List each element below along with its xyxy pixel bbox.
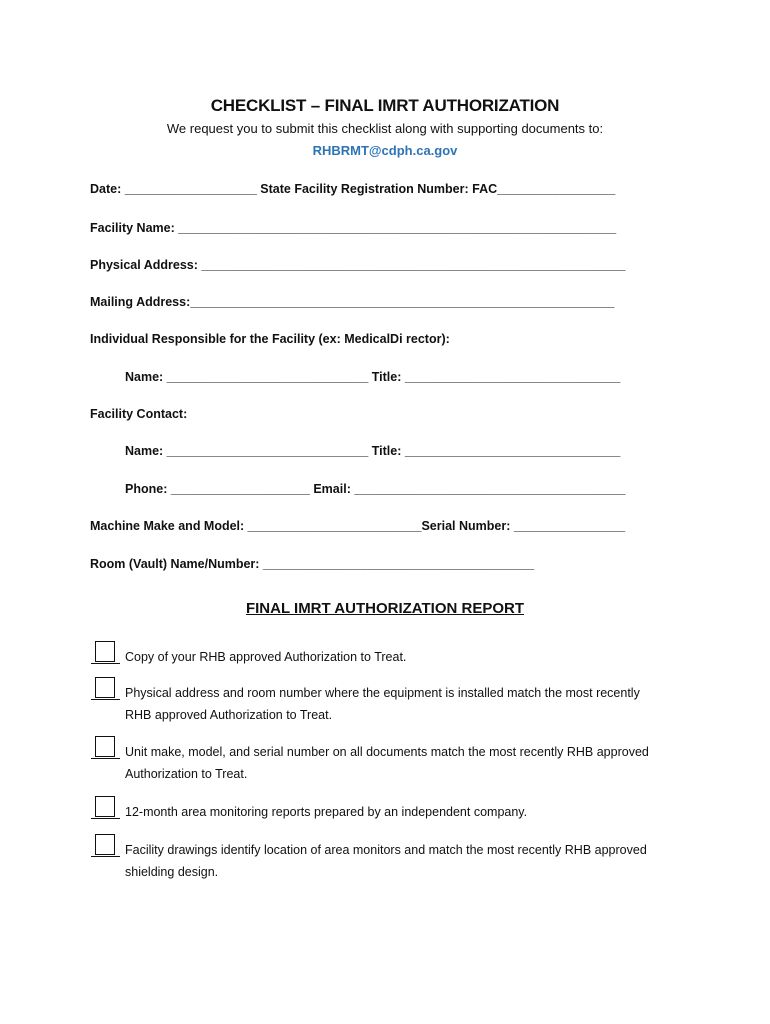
checkbox-1[interactable] [95, 641, 115, 662]
document-title: CHECKLIST – FINAL IMRT AUTHORIZATION [210, 96, 560, 115]
contact-name-title-field[interactable]: Name: _____________________________ Title: _______________________________ [125, 444, 621, 458]
submission-email-link[interactable]: RHBRMT@cdph.ca.gov [312, 143, 458, 158]
report-heading: FINAL IMRT AUTHORIZATION REPORT [245, 600, 525, 617]
checkbox-underline [91, 758, 120, 759]
checklist-item-1: Copy of your RHB approved Authorization to Treat. [125, 650, 407, 664]
physical-address-field[interactable]: Physical Address: _____________________________________________________________ [90, 258, 626, 272]
mailing-address-field[interactable]: Mailing Address:_____________________________________________________________ [90, 295, 615, 309]
checkbox-3[interactable] [95, 736, 115, 757]
checkbox-underline [91, 663, 120, 664]
checkbox-underline [91, 818, 120, 819]
facility-contact-label: Facility Contact: [90, 407, 188, 421]
machine-serial-field[interactable]: Machine Make and Model: _________________________Serial Number: ________________ [90, 519, 626, 533]
checkbox-underline [91, 699, 120, 700]
document-subtitle: We request you to submit this checklist along with supporting documents to: [166, 121, 604, 136]
contact-phone-email-field[interactable]: Phone: ____________________ Email: _______________________________________ [125, 482, 626, 496]
checkbox-5[interactable] [95, 834, 115, 855]
checkbox-4[interactable] [95, 796, 115, 817]
checklist-item-5: Facility drawings identify location of area monitors and match the most recently RHB approved shielding design. [125, 843, 647, 879]
checklist-item-3: Unit make, model, and serial number on all documents match the most recently RHB approved Authorization to Treat. [125, 745, 649, 781]
checklist-item-2: Physical address and room number where the equipment is installed match the most recently RHB approved Authorization to Treat. [125, 686, 640, 722]
checkbox-2[interactable] [95, 677, 115, 698]
checklist-item-4: 12-month area monitoring reports prepared by an independent company. [125, 805, 528, 819]
individual-responsible-label: Individual Responsible for the Facility (ex: MedicalDi rector): [90, 332, 450, 346]
responsible-name-title-field[interactable]: Name: _____________________________ Title: _______________________________ [125, 370, 621, 384]
room-vault-field[interactable]: Room (Vault) Name/Number: _______________________________________ [90, 557, 535, 571]
date-registration-field[interactable]: Date: ___________________ State Facility Registration Number: FAC_________________ [90, 182, 616, 196]
checkbox-underline [91, 856, 120, 857]
facility-name-field[interactable]: Facility Name: _______________________________________________________________ [90, 221, 617, 235]
